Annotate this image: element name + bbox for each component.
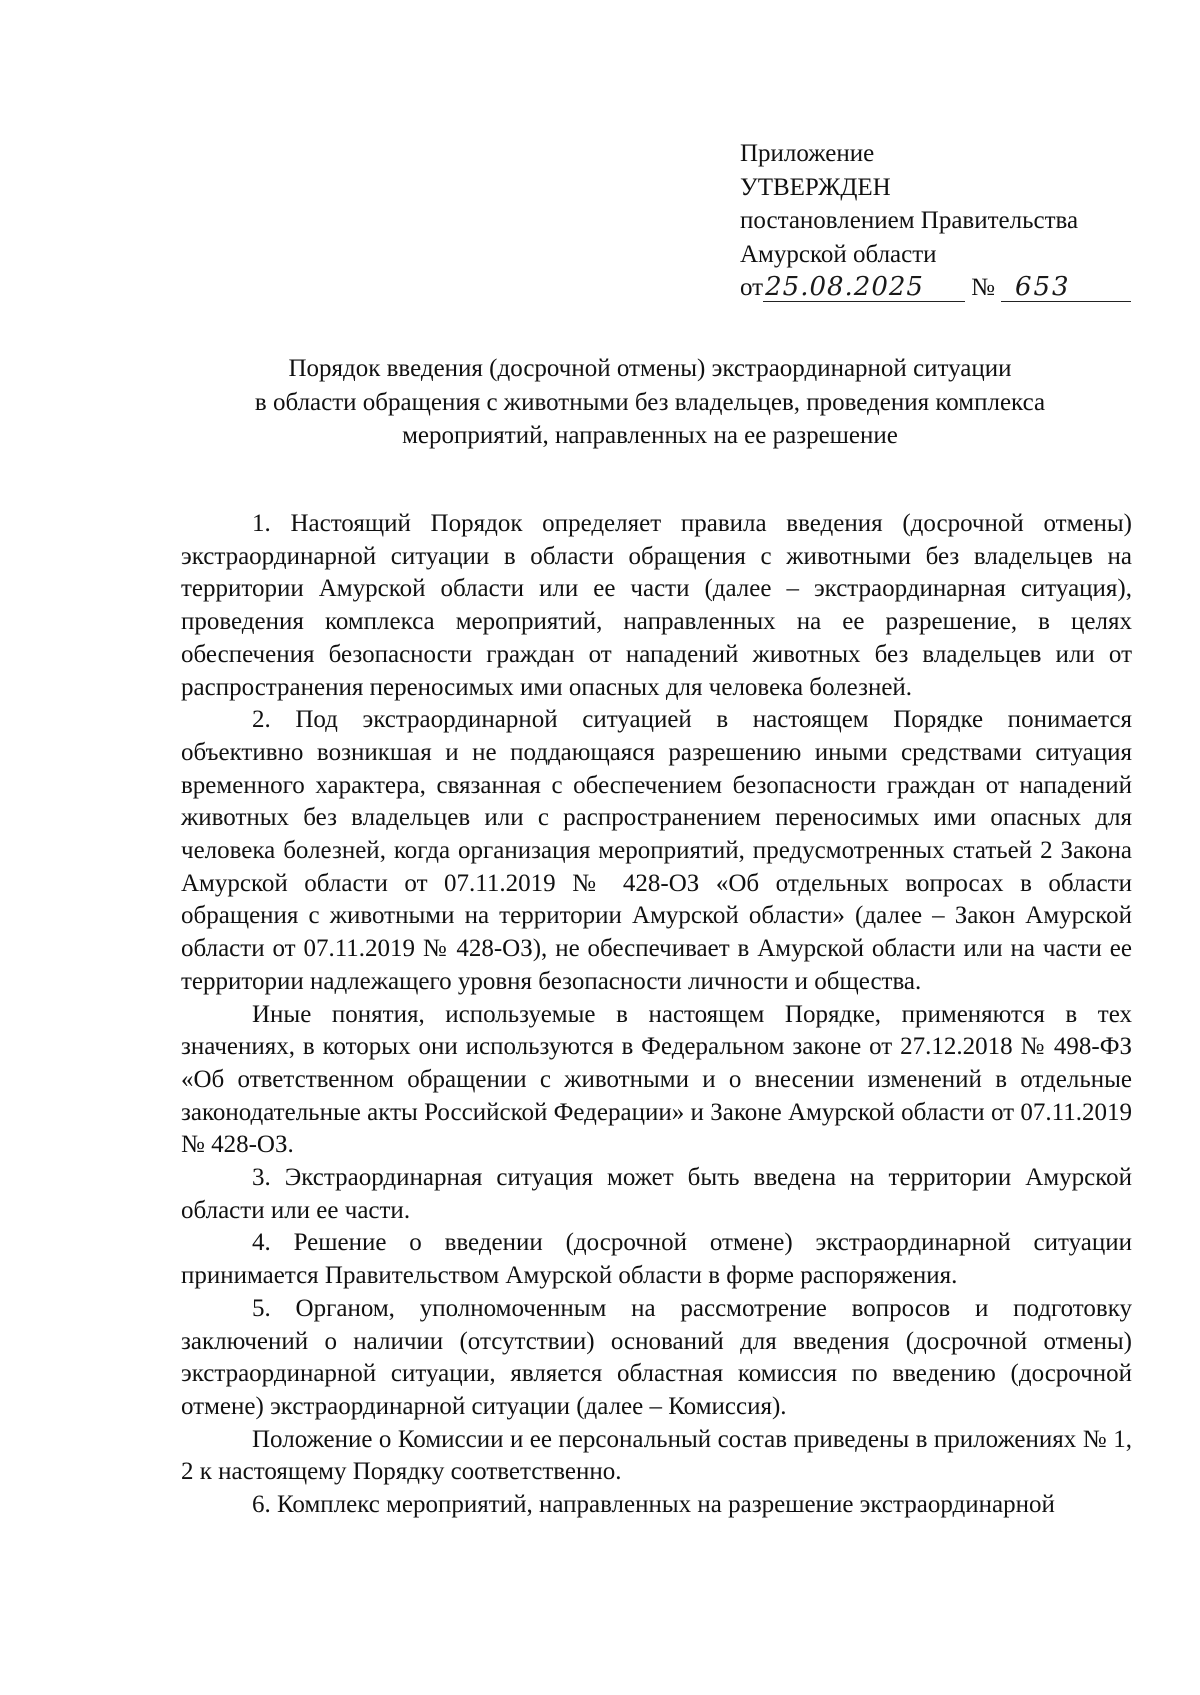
title-line: Порядок введения (досрочной отмены) экстраординарной ситуации <box>288 355 1012 382</box>
title-line: мероприятий, направленных на ее разрешение <box>402 422 898 449</box>
paragraph-4: 4. Решение о введении (досрочной отмене) экстраординарной ситуации принимается Правительством Амурской области в форме распоряжения. <box>181 1229 1132 1290</box>
date-prefix: от <box>740 274 764 301</box>
paragraph-2: 2. Под экстраординарной ситуацией в настоящем Порядке понимается объективно возникшая и не поддающаяся разрешению иными средствами ситуация временного характера, связанная с обеспечением безопасности граждан от нападений животных без владельцев или с распространением переносимых ими опасных для человека болезней, когда организация мероприятий, предусмотренных статьей 2 Закона Амурской области от 07.11.2019 № 428-ОЗ «Об отдельных вопросах в области обращения с животными на территории Амурской области» (далее – Закон Амурской области от 07.11.2019 № 428-ОЗ), не обеспечивает в Амурской области или на части ее территории надлежащего уровня безопасности личности и общества. <box>181 706 1132 995</box>
paragraph-2-continued: Иные понятия, используемые в настоящем Порядке, применяются в тех значениях, в которых они используются в Федеральном законе от 27.12.2018 № 498-ФЗ «Об ответственном обращении с животными и о внесении изменений в отдельные законодательные акты Российской Федерации» и Законе Амурской области от 07.11.2019 № 428-ОЗ. <box>181 1000 1132 1159</box>
number-sign: № <box>971 274 995 301</box>
title-line: в области обращения с животными без владельцев, проведения комплекса <box>254 388 1046 416</box>
paragraph-5: 5. Органом, уполномоченным на рассмотрение вопросов и подготовку заключений о наличии (отсутствии) оснований для введения (досрочной отмены) экстраординарной ситуации, является областная комиссия по введению (досрочной отмене) экстраординарной ситуации (далее – Комиссия). <box>181 1294 1132 1420</box>
approved-by-label: постановлением Правительства <box>740 207 1079 234</box>
handwritten-date: 25.08.2025 <box>763 273 965 302</box>
paragraph-5-continued: Положение о Комиссии и ее персональный состав приведены в приложениях № 1, 2 к настоящему Порядку соответственно. <box>181 1425 1132 1486</box>
date-number-line <box>740 271 1140 305</box>
paragraph-1: 1. Настоящий Порядок определяет правила введения (досрочной отмены) экстраординарной ситуации в области обращения с животными без владельцев на территории Амурской области или ее части (далее – экстраординарная ситуация), проведения комплекса мероприятий, направленных на ее разрешение, в целях обеспечения безопасности граждан от нападений животных без владельцев или от распространения переносимых ими опасных для человека болезней. <box>181 510 1132 701</box>
handwritten-number: 653 <box>1001 273 1131 302</box>
appendix-label: Приложение <box>740 140 875 167</box>
paragraph-6: 6. Комплекс мероприятий, направленных на разрешение экстраординарной <box>252 1491 1055 1519</box>
paragraph-3: 3. Экстраординарная ситуация может быть введена на территории Амурской области или ее части. <box>181 1164 1132 1224</box>
document-body <box>181 508 1132 1522</box>
document-title <box>170 352 1130 453</box>
approved-label: УТВЕРЖДЕН <box>740 173 891 201</box>
region-label: Амурской области <box>740 240 937 268</box>
approval-block <box>740 137 1140 305</box>
